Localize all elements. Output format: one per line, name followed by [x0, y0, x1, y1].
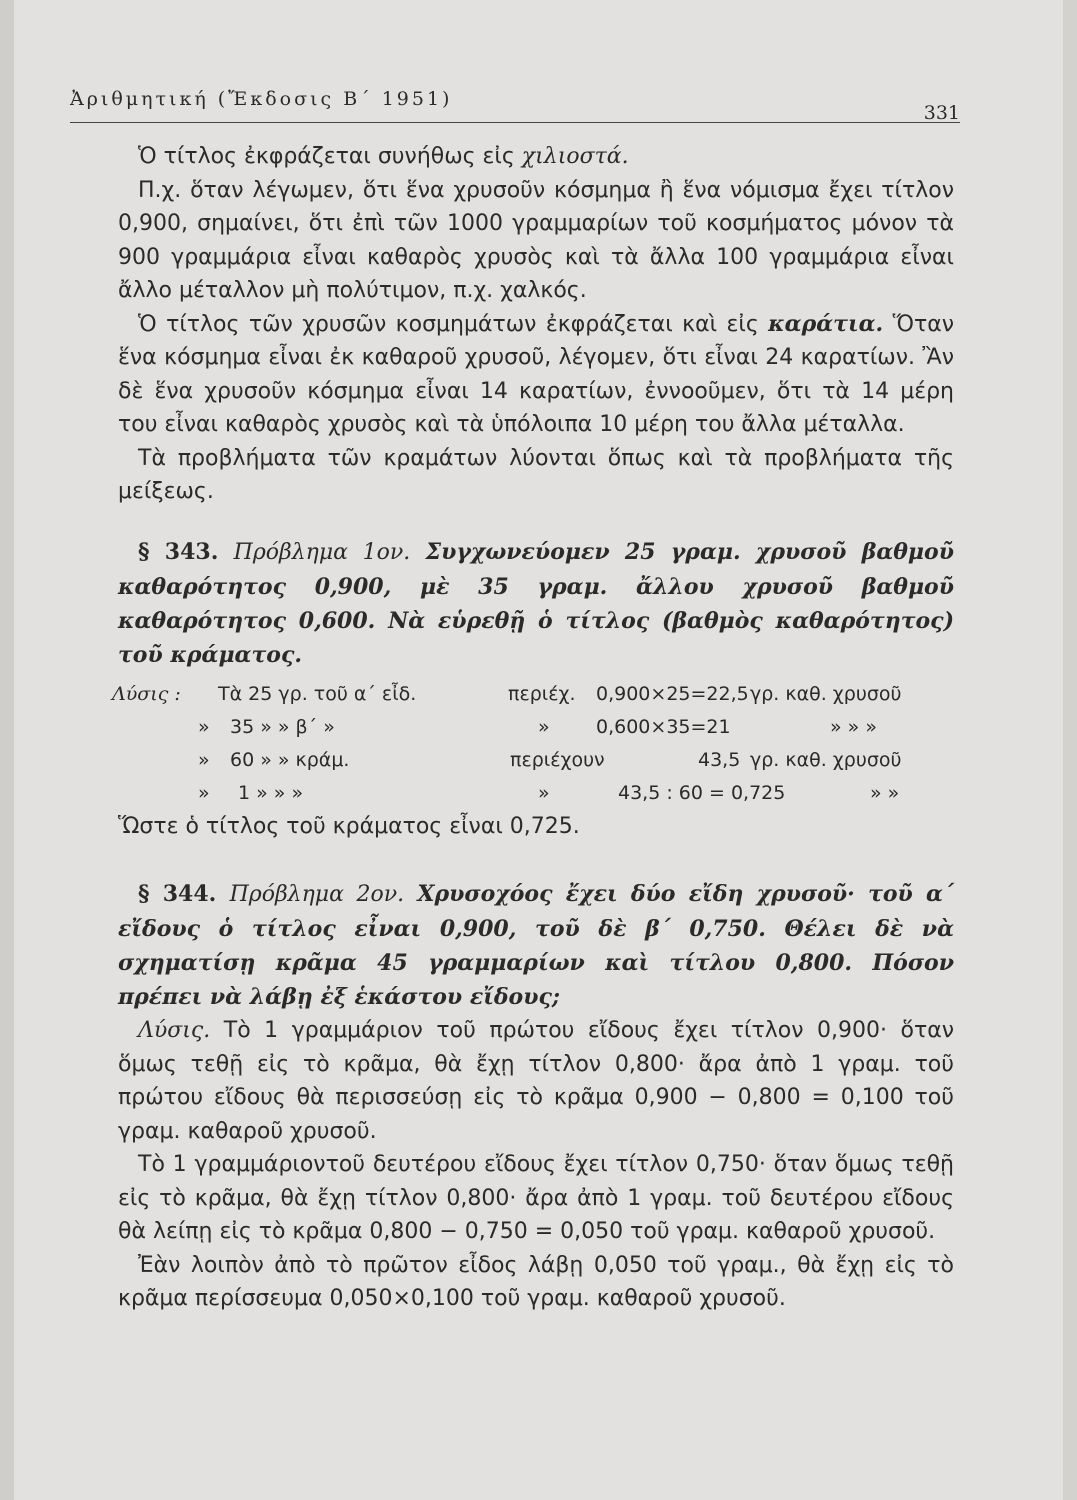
page-body — [112, 140, 955, 1316]
solution-row — [118, 711, 954, 744]
problem-344-text: Χρυσοχόος ἔχει δύο εἴδη χρυσοῦ· τοῦ α΄ εἴδους ὁ τίτλος εἶναι 0,900, τοῦ δὲ β΄ 0,750. Θέλει δὲ νὰ σχηματίσῃ κρᾶμα 45 γραμμαρίων καὶ τίτλου 0,800. Πόσον πρέπει νὰ λάβῃ ἐξ ἑκάστου εἴδους; — [118, 881, 954, 1010]
page-edge-right — [1063, 0, 1077, 1500]
intro-p3-rest: Ὅταν ἕνα κόσμημα εἶναι ἐκ καθαροῦ χρυσοῦ, λέγομεν, ὅτι εἶναι 24 καρατίων. Ἂν δὲ ἕνα χρυσοῦν κόσμημα εἶναι 14 καρατίων, ἐννοοῦμεν, ὅτι τὰ 14 μέρη του εἶναι καθαρὸς χρυσὸς καὶ τὰ ὑπόλοιπα 10 μέρη του ἄλλα μέταλλα. — [118, 311, 955, 437]
row-4-calc: 43,5 : 60 = 0,725 — [618, 781, 786, 804]
solution-344-text-1: Τὸ 1 γραμμάριον τοῦ πρώτου εἴδους ἔχει τίτλον 0,900· ὅταν ὅμως τεθῇ εἰς τὸ κρᾶμα, θὰ ἔχῃ τίτλον 0,800· ἄρα ἀπὸ 1 γραμ. τοῦ πρώτου εἴδους θὰ περισσεύσῃ εἰς τὸ κρᾶμα 0,900 − 0,800 = 0,100 τοῦ γραμ. καθαροῦ χρυσοῦ. — [118, 1018, 955, 1144]
row-2-ditto: » — [198, 715, 210, 738]
row-4-verb: » — [538, 781, 550, 804]
solution-label: Λύσις : — [112, 682, 181, 705]
intro-paragraph-3 — [118, 308, 954, 442]
row-3-unit: γρ. καθ. χρυσοῦ — [750, 748, 902, 771]
problem-343-conclusion: Ὥστε ὁ τίτλος τοῦ κράματος εἶναι 0,725. — [118, 813, 580, 839]
row-1-verb: περιέχ. — [508, 682, 576, 705]
page-edge-left — [0, 0, 14, 1500]
intro-paragraph-4: Τὰ προβλήματα τῶν κραμάτων λύονται ὅπως καὶ τὰ προβλήματα τῆς μείξεως. — [118, 445, 954, 504]
row-2-unit: » » » — [830, 715, 877, 738]
row-2-quantity: 35 » » β΄ » — [230, 715, 335, 738]
problem-344-solution-1 — [118, 1014, 954, 1148]
intro-p1-emphasis: χιλιοστά. — [521, 144, 629, 169]
solution-row — [118, 744, 954, 777]
row-3-total: 43,5 — [698, 748, 741, 771]
row-4-ditto: » — [198, 781, 210, 804]
intro-p3-text: Ὁ τίτλος τῶν χρυσῶν κοσμημάτων ἐκφράζεται καὶ εἰς — [138, 311, 769, 337]
row-2-verb: » — [538, 715, 550, 738]
row-3-verb: περιέχουν — [510, 748, 605, 771]
running-header — [70, 74, 960, 123]
header-title: Ἀριθμητική (Ἔκδοσις Β΄ 1951) — [70, 88, 453, 110]
problem-343-solution-table — [112, 678, 954, 810]
page-number: 331 — [923, 102, 960, 124]
problem-343-label: Πρόβλημα 1ον. — [233, 539, 411, 565]
problem-344-label: Πρόβλημα 2ον. — [229, 882, 405, 907]
section-343-number: § 343. — [138, 538, 219, 565]
solution-row — [118, 777, 954, 810]
intro-p1-text: Ὁ τίτλος ἐκφράζεται συνήθως εἰς — [138, 144, 522, 169]
row-2-calc: 0,600×35=21 — [596, 715, 731, 738]
row-4-quantity: 1 » » » — [238, 781, 304, 804]
section-344-number: § 344. — [138, 881, 217, 907]
problem-343-statement — [118, 535, 954, 672]
row-3-ditto: » — [198, 748, 210, 771]
intro-paragraph-2: Π.χ. ὅταν λέγωμεν, ὅτι ἕνα χρυσοῦν κόσμημα ἢ ἕνα νόμισμα ἔχει τίτλον 0,900, σημαίνει, ὅτι ἐπὶ τῶν 1000 γραμμαρίων τοῦ κοσμήματος μόνον τὰ 900 γραμμάρια εἶναι καθαρὸς χρυσὸς καὶ τὰ ἄλλα 100 γραμμάρια εἶναι ἄλλο μέταλλον μὴ πολύτιμον, π.χ. χαλκός. — [118, 177, 954, 303]
row-1-unit: γρ. καθ. χρυσοῦ — [750, 682, 902, 705]
problem-344-statement — [118, 877, 954, 1014]
row-3-quantity: 60 » » κράμ. — [230, 748, 350, 771]
problem-344-solution-3: Ἐὰν λοιπὸν ἀπὸ τὸ πρῶτον εἶδος λάβῃ 0,050 τοῦ γραμ., θὰ ἔχῃ εἰς τὸ κρᾶμα περίσσευμα 0,050×0,100 τοῦ γραμ. καθαροῦ χρυσοῦ. — [118, 1252, 954, 1311]
problem-344-solution-2: Τὸ 1 γραμμάριοντοῦ δευτέρου εἴδους ἔχει τίτλον 0,750· ὅταν ὅμως τεθῇ εἰς τὸ κρᾶμα, θὰ ἔχῃ τίτλον 0,800· ἄρα ἀπὸ 1 γραμ. τοῦ δευτέρου εἴδους θὰ λείπῃ εἰς τὸ κρᾶμα 0,800 − 0,750 = 0,050 τοῦ γραμ. καθαροῦ χρυσοῦ. — [118, 1152, 954, 1244]
intro-p3-emphasis: καράτια. — [768, 310, 884, 337]
row-1-calc: 0,900×25=22,5 — [596, 682, 749, 705]
intro-paragraph-1 — [118, 140, 954, 174]
solution-row — [112, 678, 954, 711]
row-1-quantity: Τὰ 25 γρ. τοῦ α΄ εἶδ. — [218, 682, 417, 705]
row-4-unit: » » — [870, 781, 900, 804]
problem-343-text: Συγχωνεύομεν 25 γραμ. χρυσοῦ βαθμοῦ καθαρότητος 0,900, μὲ 35 γραμ. ἄλλου χρυσοῦ βαθμοῦ καθαρότητος 0,600. Νὰ εὑρεθῇ ὁ τίτλος (βαθμὸς καθαρότητος) τοῦ κράματος. — [118, 538, 954, 668]
solution-label-344: Λύσις. — [138, 1018, 211, 1043]
